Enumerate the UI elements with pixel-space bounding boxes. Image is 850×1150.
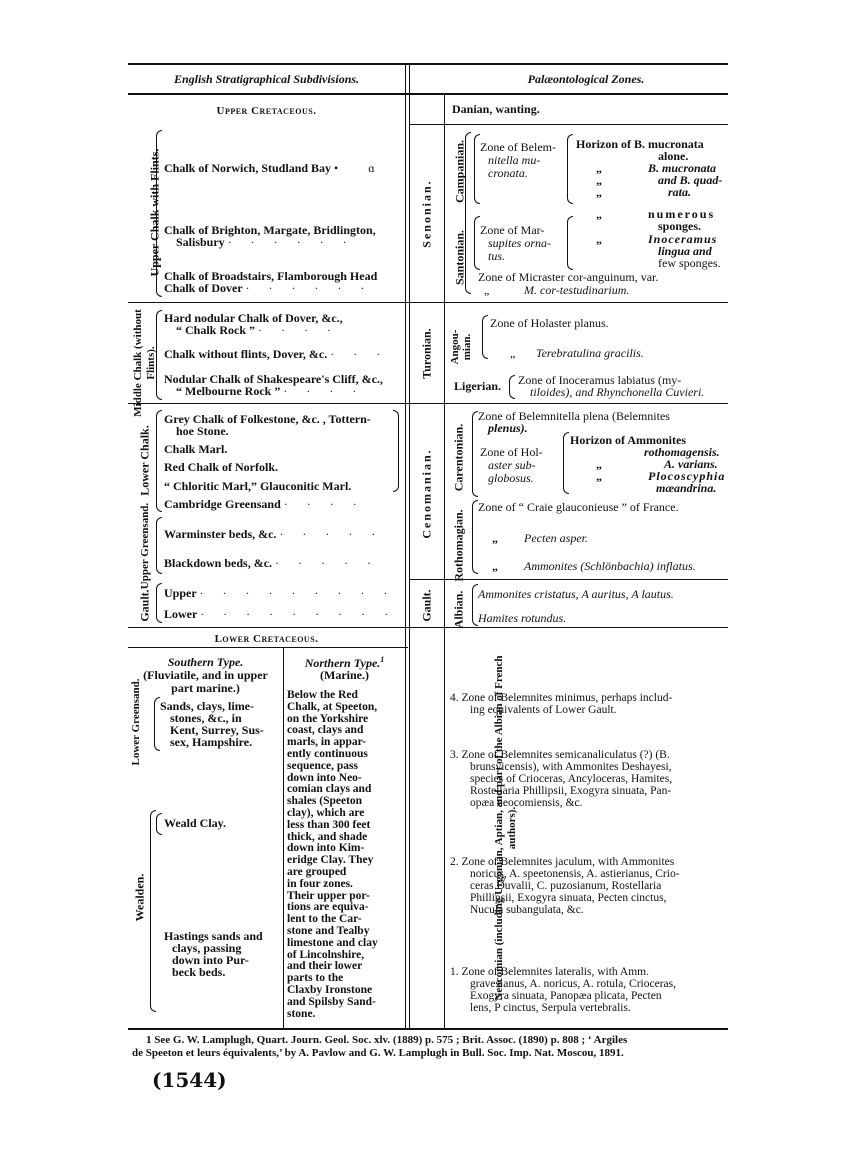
- inoceramus: Inoceramus: [648, 232, 718, 246]
- holaster-sub-3: globosus.: [488, 471, 534, 485]
- belemnitella-plena-2: plenus).: [488, 421, 528, 435]
- ditto-5: „: [596, 232, 602, 246]
- northern-text-line: down into Kim-: [287, 842, 365, 855]
- northern-text-line: of Lincolnshire,: [287, 948, 365, 961]
- brace-flints: [156, 130, 162, 297]
- row-norwich: Chalk of Norwich, Studland Bay • ɑ: [164, 161, 383, 175]
- santonian-zone-2: supites orna-: [488, 236, 551, 250]
- northern-text-line: Claxby Ironstone: [287, 984, 373, 996]
- brace-gault: [156, 583, 162, 623]
- zone4-line: 4. Zone of Belemnites minimus, perhaps includ-: [450, 692, 673, 704]
- zone1-line: Exogyra sinuata, Panopæa plicata, Pecten: [470, 990, 662, 1002]
- row-chalk-marl: Chalk Marl.: [164, 442, 228, 456]
- northern-text-line: on the Yorkshire: [287, 712, 369, 725]
- northern-text-line: marls, in appar-: [287, 736, 367, 749]
- brace-ligerian: [509, 375, 515, 399]
- divider-lower: [283, 647, 284, 1028]
- row-totternhoe: hoe Stone.: [176, 424, 229, 438]
- campanian-zone-1: Zone of Belem-: [480, 140, 556, 154]
- stage-cenomanian: Cenomanian.: [419, 448, 434, 539]
- ditto-2: „: [596, 173, 602, 187]
- ditto-4: „: [596, 207, 602, 221]
- zone4-line: ing equivalents of Lower Gault.: [470, 704, 617, 716]
- row-rule-3: [128, 403, 728, 404]
- horizon-amm-2: rothomagensis.: [644, 445, 720, 459]
- plocoscyphia-1: Plocoscyphia: [648, 469, 726, 483]
- northern-text-line: sequence, pass: [287, 759, 358, 772]
- northern-text-line: limestone and clay: [287, 936, 378, 949]
- northern-text-line: ently continuous: [287, 748, 368, 760]
- northern-text-line: thick, and shade: [287, 830, 368, 843]
- substage-ligerian: Ligerian.: [454, 379, 501, 393]
- group-lower-chalk: Lower Chalk.: [137, 425, 152, 496]
- upper-cretaceous-title: Upper Cretaceous.: [216, 105, 317, 117]
- zone3-line: Rostellaria Phillipsii, Exogyra sinuata, Pan-: [470, 785, 672, 797]
- wealden: Wealden.: [132, 873, 147, 922]
- holaster-sub-2: aster sub-: [488, 458, 536, 472]
- row-shakespeare: Nodular Chalk of Shakespeare's Cliff, &c.,: [164, 372, 383, 386]
- inoceramus-lab-1: Zone of Inoceramus labiatus (my-: [518, 373, 682, 387]
- horizon-1: Horizon of B. mucronata: [576, 137, 704, 151]
- footnote-line-1: 1 See G. W. Lamplugh, Quart. Journ. Geol. Soc. xlv. (1889) p. 575 ; Brit. Assoc. (1890) p. 808 ; ‘ Argiles: [146, 1034, 628, 1046]
- hastings-2: clays, passing: [172, 941, 242, 955]
- pecten-asper: Pecten asper.: [524, 531, 588, 545]
- row-salisbury: Salisbury · · · · · ·: [176, 235, 355, 249]
- substage-albian: Albian.: [451, 590, 466, 629]
- zone2-line: Nucula subangulata, &c.: [470, 904, 584, 916]
- zone3-line: brunsvicensis), with Ammonites Deshayesi,: [470, 761, 672, 773]
- stage-senonian: Senonian.: [419, 179, 434, 248]
- row-cambridge: Cambridge Greensand · · · ·: [164, 497, 365, 511]
- row-dover: Chalk of Dover · · · · · ·: [164, 281, 373, 295]
- ammonites-cristatus: Ammonites cristatus, A auritus, A lautus.: [478, 587, 674, 601]
- hamites: Hamites rotundus.: [478, 611, 567, 625]
- brace-senonian-sub: [465, 132, 471, 294]
- divider-main: [405, 63, 406, 1028]
- northern-text-line: Their upper por-: [287, 889, 370, 902]
- brace-greensand: [156, 517, 162, 574]
- horizon-1b: alone.: [658, 149, 689, 163]
- group-flints: Upper Chalk with Flints.: [147, 148, 162, 277]
- sands-1: Sands, clays, lime-: [160, 699, 255, 713]
- horizon-2b: and B. quad-: [658, 173, 723, 187]
- weald-clay: Weald Clay.: [164, 816, 227, 830]
- southern-sub-1: (Fluviatile, and in upper: [143, 668, 268, 682]
- row-brighton: Chalk of Brighton, Margate, Bridlington,: [164, 223, 376, 237]
- sands-3: Kent, Surrey, Sus-: [170, 723, 264, 737]
- southern-type: Southern Type.: [167, 655, 244, 669]
- hastings-3: down into Pur-: [172, 953, 249, 967]
- substage-campanian: Campanian.: [452, 139, 467, 204]
- santonian-zone-3: tus.: [488, 249, 506, 263]
- substage-santonian: Santonian.: [452, 229, 467, 286]
- substage-angoumian: Angou-mian.: [449, 329, 473, 365]
- substage-carentonian: Carentonian.: [451, 423, 466, 492]
- lower-greensand: Lower Greensand.: [130, 678, 142, 766]
- ditto-6: „: [510, 346, 516, 360]
- row-blackdown: Blackdown beds, &c. · · · · ·: [164, 556, 380, 570]
- danian: Danian, wanting.: [452, 102, 540, 116]
- stage-gault: Gault.: [419, 589, 434, 622]
- group-middle: Middle Chalk (without Flints).: [132, 309, 157, 417]
- horizon-2c: rata.: [668, 185, 692, 199]
- zone2-line: noricus, A. speetonensis, A. astierianus, Crio-: [470, 868, 680, 880]
- lower-cretaceous-title: Lower Cretaceous.: [214, 633, 319, 645]
- horizon-amm-1: Horizon of Ammonites: [570, 433, 686, 447]
- northern-text-line: parts to the: [287, 972, 344, 985]
- micraster-ditto: „: [484, 283, 490, 297]
- campanian-zone-3: cronata.: [488, 166, 528, 180]
- few-sponges: few sponges.: [658, 256, 721, 270]
- page-number: (1544): [152, 1068, 227, 1092]
- hastings-1: Hastings sands and: [164, 929, 263, 943]
- zone2-line: 2. Zone of Belemnites jaculum, with Ammonites: [450, 856, 675, 868]
- row-without-flints: Chalk without flints, Dover, &c. · · ·: [164, 347, 389, 361]
- ditto-3: „: [596, 185, 602, 199]
- header-left: English Stratigraphical Subdivisions.: [173, 72, 360, 86]
- northern-text-line: stone and Tealby: [287, 925, 370, 937]
- northern-text-line: Chalk, at Speeton,: [287, 700, 378, 713]
- row-chloritic: “ Chloritic Marl,” Glauconitic Marl.: [164, 479, 352, 493]
- hastings-4: beck beds.: [172, 965, 226, 979]
- footnote-line-2: de Speeton et leurs équivalents,’ by A. Pavlow and G. W. Lamplugh in Bull. Soc. Imp. Nat. Moscou, 1891.: [132, 1047, 624, 1059]
- zone3-line: opæa neocomiensis, &c.: [470, 797, 583, 809]
- row-red-chalk: Red Chalk of Norfolk.: [164, 460, 279, 474]
- holaster-planus: Zone of Holaster planus.: [490, 316, 609, 330]
- divider-stage: [444, 93, 445, 1028]
- zone2-line: ceras Duvalii, C. puzosianum, Rostellaria: [470, 880, 662, 892]
- micraster-1: Zone of Micraster cor-anguinum, var.: [478, 270, 659, 284]
- zone2-line: Phillipsii, Exogyra sinuata, Pecten cinctus,: [470, 892, 667, 904]
- belemnitella-plena-1: Zone of Belemnitella plena (Belemnites: [478, 409, 670, 423]
- ditto-7: „: [596, 457, 602, 471]
- row-rule-1: [409, 124, 728, 125]
- ditto-9: „: [492, 531, 498, 545]
- divider-main-2: [409, 63, 410, 1028]
- lower-cret-rule: [128, 647, 408, 648]
- inoceramus-lab-2: tiloides), and Rhynchonella Cuvieri.: [530, 385, 705, 399]
- northern-text-line: stone.: [287, 1007, 316, 1020]
- group-gault: Gault.: [137, 589, 152, 622]
- terebratulina: Terebratulina gracilis.: [536, 346, 644, 360]
- brace-weald-clay: [156, 813, 162, 835]
- northern-text-line: tions are equiva-: [287, 901, 369, 914]
- row-melbourne: “ Melbourne Rock ” · · · ·: [176, 384, 365, 398]
- northern-text-line: eridge Clay. They: [287, 854, 374, 867]
- southern-sub-2: part marine.): [171, 681, 240, 695]
- row-gault-lower: Lower · · · · · · · · ·: [164, 607, 397, 621]
- substage-rothomagian: Rothomagian.: [451, 509, 466, 582]
- brace-carentonian: [472, 411, 478, 497]
- stage-turonian: Turonian.: [419, 328, 434, 379]
- northern-text-line: in four zones.: [287, 877, 353, 890]
- varians: A. varians.: [664, 457, 718, 471]
- plocoscyphia-2: mæandrina.: [656, 481, 717, 495]
- northern-text-line: are grouped: [287, 866, 347, 878]
- northern-text-line: down into Neo-: [287, 771, 362, 784]
- campanian-zone-2: nitella mu-: [488, 153, 541, 167]
- northern-text-line: coast, clays and: [287, 724, 364, 737]
- bottom-rule: [128, 1028, 728, 1030]
- ditto-1: „: [596, 161, 602, 175]
- ditto-8: „: [596, 469, 602, 483]
- header-rule: [128, 93, 728, 95]
- lingua: lingua and: [658, 244, 712, 258]
- brace-horizon: [567, 134, 573, 204]
- zone1-line: gravesianus, A. noricus, A. rotula, Crioceras,: [470, 978, 676, 990]
- group-upper-greensand: Upper Greensand.: [139, 502, 151, 590]
- santonian-zone-1: Zone of Mar-: [480, 223, 545, 237]
- northern-text-line: less than 300 feet: [287, 818, 371, 831]
- brace-lower-chalk: [156, 410, 162, 512]
- sands-4: sex, Hampshire.: [170, 735, 253, 749]
- brace-angoumian: [482, 315, 488, 359]
- brace-holaster: [563, 432, 569, 494]
- micraster-2: M. cor-testudinarium.: [524, 283, 630, 297]
- brace-santonian-r: [567, 216, 573, 270]
- row-hard-nodular: Hard nodular Chalk of Dover, &c.,: [164, 311, 343, 325]
- ditto-10: „: [492, 559, 498, 573]
- horizon-2: B. mucronata: [648, 161, 717, 175]
- row-chalk-rock: “ Chalk Rock ” · · · ·: [176, 323, 339, 337]
- northern-text-line: shales (Speeton: [287, 795, 363, 808]
- row-gault-upper: Upper · · · · · · · · ·: [164, 586, 396, 600]
- header-right: Palæontological Zones.: [527, 72, 645, 86]
- numerous: numerous: [648, 207, 716, 221]
- zone3-line: species of Crioceras, Ancyloceras, Hamites,: [470, 773, 673, 785]
- brace-middle: [156, 310, 162, 400]
- holaster-sub-1: Zone of Hol-: [480, 445, 543, 459]
- northern-text-line: Below the Red: [287, 689, 358, 701]
- craie: Zone of “ Craie glauconieuse ” of France.: [478, 500, 679, 514]
- northern-type: Northern Type.$^1$: [304, 655, 385, 670]
- neocomian: Neocomian (including Urgonian, Aptian, and part of the Albian of French authors).: [493, 655, 518, 1001]
- zone1-line: 1. Zone of Belemnites lateralis, with Amm.: [450, 966, 649, 978]
- row-rule-2: [128, 302, 728, 303]
- northern-text-line: clay), which are: [287, 807, 365, 819]
- row-warminster: Warminster beds, &c. · · · · ·: [164, 527, 384, 541]
- northern-text-line: and Spilsby Sand-: [287, 995, 376, 1008]
- northern-text-line: and their lower: [287, 960, 363, 973]
- brace-wealden: [150, 810, 156, 1012]
- northern-text-line: lent to the Car-: [287, 913, 362, 926]
- row-grey-chalk: Grey Chalk of Folkestone, &c. , Tottern-: [164, 412, 371, 426]
- brace-right-lower-chalk: [393, 410, 399, 492]
- sponges: sponges.: [658, 219, 702, 233]
- northern-text-line: comian clays and: [287, 783, 372, 796]
- ammonites-inflatus: Ammonites (Schlönbachia) inflatus.: [524, 559, 696, 573]
- row-broadstairs: Chalk of Broadstairs, Flamborough Head: [164, 269, 378, 283]
- zone1-line: lens, P cinctus, Serpula vertebralis.: [470, 1002, 631, 1014]
- sands-2: stones, &c., in: [170, 711, 242, 725]
- top-rule: [128, 63, 728, 65]
- northern-sub: (Marine.): [320, 668, 369, 682]
- zone3-line: 3. Zone of Belemnites semicanaliculatus (?) (B.: [450, 749, 670, 761]
